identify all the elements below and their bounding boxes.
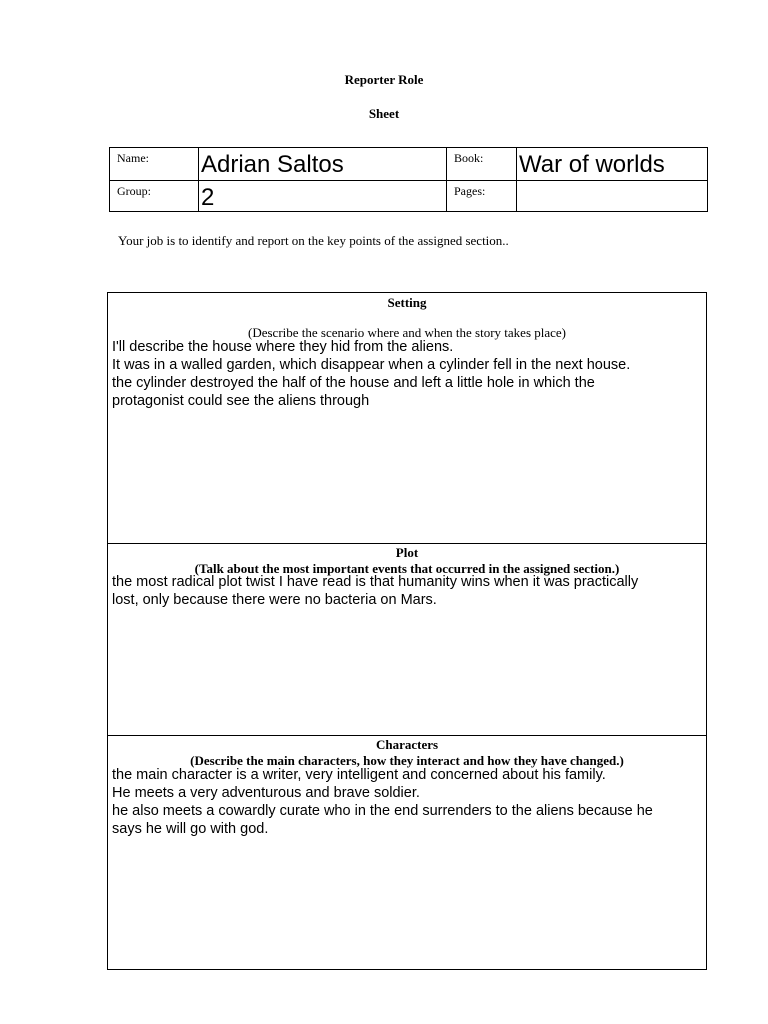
answer-line: the main character is a writer, very intelligent and concerned about his family. <box>112 767 606 783</box>
characters-section <box>107 735 707 970</box>
setting-section <box>107 292 707 544</box>
plot-section <box>107 543 707 736</box>
answer-line: lost, only because there were no bacteria on Mars. <box>112 592 437 608</box>
pages-label: Pages: <box>454 184 486 198</box>
document-title: Reporter Role <box>344 72 424 87</box>
setting-heading: Setting <box>387 295 427 310</box>
name-value: Adrian Saltos <box>201 151 344 178</box>
answer-line: It was in a walled garden, which disappear when a cylinder fell in the next house. <box>112 357 631 373</box>
characters-heading: Characters <box>375 737 439 752</box>
pages-value <box>517 181 707 183</box>
instruction-text: Your job is to identify and report on the key points of the assigned section.. <box>118 233 509 248</box>
book-value: War of worlds <box>519 151 665 178</box>
setting-answer <box>112 338 698 410</box>
book-label: Book: <box>454 151 484 165</box>
answer-line: I'll describe the house where they hid from the aliens. <box>112 339 454 355</box>
answer-line: protagonist could see the aliens through <box>112 393 370 409</box>
plot-heading: Plot <box>395 545 419 560</box>
name-label: Name: <box>117 151 149 165</box>
document-subtitle: Sheet <box>368 106 400 121</box>
group-label: Group: <box>117 184 151 198</box>
answer-line: he also meets a cowardly curate who in the end surrenders to the aliens because he <box>112 803 653 819</box>
characters-answer <box>112 766 698 838</box>
answer-line: the most radical plot twist I have read is that humanity wins when it was practically <box>112 574 639 590</box>
info-table <box>109 147 708 212</box>
answer-line: the cylinder destroyed the half of the house and left a little hole in which the <box>112 375 595 391</box>
plot-answer <box>112 573 698 609</box>
answer-line: He meets a very adventurous and brave soldier. <box>112 785 420 801</box>
setting-prompt: (Describe the scenario where and when the story takes place) <box>248 325 566 340</box>
characters-prompt: (Describe the main characters, how they interact and how they have changed.) <box>190 753 624 768</box>
plot-prompt: (Talk about the most important events that occurred in the assigned section.) <box>194 561 620 576</box>
answer-line: says he will go with god. <box>112 821 269 837</box>
group-value: 2 <box>201 184 215 211</box>
